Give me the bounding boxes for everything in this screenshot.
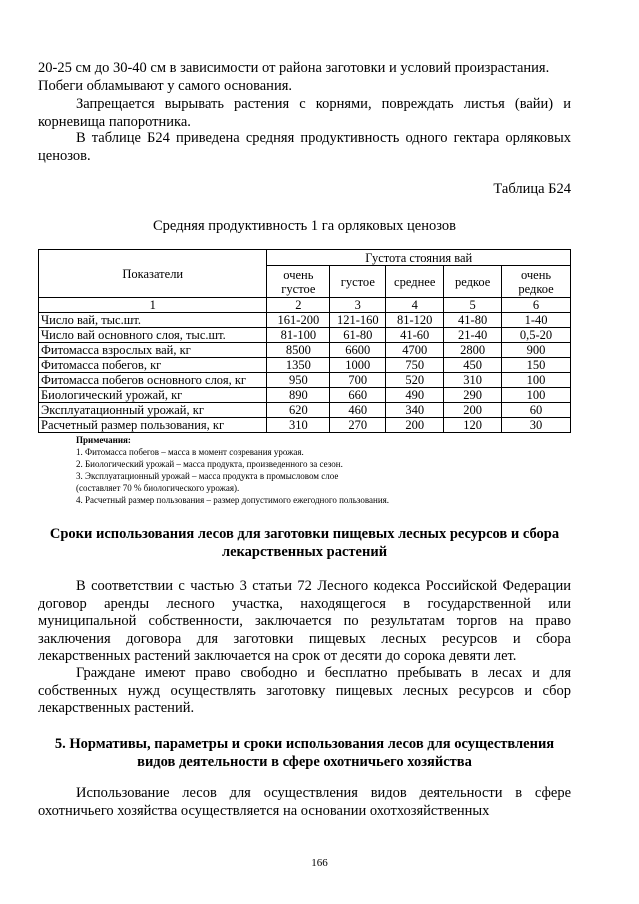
intro-paragraph-2: Запрещается вырывать растения с корнями, повреждать листья (вайи) и корневища папоротника.: [38, 96, 571, 130]
row-label: Число вай основного слоя, тыс.шт.: [39, 328, 267, 343]
section1-paragraph-1: В соответствии с частью 3 статьи 72 Лесного кодекса Российской Федерации договор аренды лесного участка, находящегося в государственной или муниципальной собственности, заключается по результатам торгов на право заключения договора для заготовки пищевых лесных ресурсов и сбора лекарственных растений заключается на срок от десяти до сорока девяти лет.: [38, 578, 571, 664]
column-header: очень густое: [267, 266, 330, 298]
table-cell: 270: [330, 418, 386, 433]
table-cell: 121-160: [330, 313, 386, 328]
table-cell: 21-40: [444, 328, 502, 343]
productivity-table: [38, 249, 571, 433]
section-heading-hunting: 5. Нормативы, параметры и сроки использования лесов для осуществления видов деятельности в сфере охотничьего хозяйства: [54, 736, 555, 770]
table-cell: 2800: [444, 343, 502, 358]
table-row: [39, 403, 571, 418]
intro-line-2: Побеги обламывают у самого основания.: [38, 78, 292, 94]
row-label: Фитомасса побегов, кг: [39, 358, 267, 373]
table-notes: [76, 434, 389, 506]
table-cell: 200: [386, 418, 444, 433]
table-row: [39, 373, 571, 388]
column-number: 5: [444, 298, 502, 313]
table-row: [39, 388, 571, 403]
table-cell: 1000: [330, 358, 386, 373]
row-label: Число вай, тыс.шт.: [39, 313, 267, 328]
table-row: [39, 418, 571, 433]
note-item: 4. Расчетный размер пользования – размер допустимого ежегодного пользования.: [76, 495, 390, 505]
table-title: Средняя продуктивность 1 га орляковых ценозов: [153, 218, 456, 234]
table-body: [39, 313, 571, 433]
table-cell: 4700: [386, 343, 444, 358]
section-heading-harvest-terms: Сроки использования лесов для заготовки пищевых лесных ресурсов и сбора лекарственных растений: [49, 526, 560, 560]
numbering-row: [39, 298, 571, 313]
table-cell: 41-60: [386, 328, 444, 343]
table-cell: 81-100: [267, 328, 330, 343]
column-number: 4: [386, 298, 444, 313]
table-cell: 660: [330, 388, 386, 403]
table-cell: 8500: [267, 343, 330, 358]
table-row: [39, 313, 571, 328]
table-cell: 310: [444, 373, 502, 388]
table-cell: 200: [444, 403, 502, 418]
table-cell: 700: [330, 373, 386, 388]
column-header: очень редкое: [502, 266, 571, 298]
note-item: 1. Фитомасса побегов – масса в момент созревания урожая.: [76, 447, 304, 457]
table-cell: 290: [444, 388, 502, 403]
table-cell: 0,5-20: [502, 328, 571, 343]
table-cell: 1-40: [502, 313, 571, 328]
table-cell: 950: [267, 373, 330, 388]
row-label: Эксплуатационный урожай, кг: [39, 403, 267, 418]
table-cell: 100: [502, 388, 571, 403]
note-item: 2. Биологический урожай – масса продукта, произведенного за сезон.: [76, 459, 343, 469]
table-cell: 30: [502, 418, 571, 433]
column-number: 6: [502, 298, 571, 313]
row-label: Фитомасса побегов основного слоя, кг: [39, 373, 267, 388]
section2-paragraph-1: Использование лесов для осуществления видов деятельности в сфере охотничьего хозяйства осуществляется на основании охотхозяйственных: [38, 785, 571, 819]
indicator-header: Показатели: [39, 250, 267, 298]
table-cell: 6600: [330, 343, 386, 358]
density-group-header: Густота стояния вай: [267, 250, 571, 266]
table-cell: 890: [267, 388, 330, 403]
column-header: редкое: [444, 266, 502, 298]
page-number: 166: [311, 857, 328, 869]
column-header: густое: [330, 266, 386, 298]
table-cell: 60: [502, 403, 571, 418]
intro-line-1: 20-25 см до 30-40 см в зависимости от района заготовки и условий произрастания.: [38, 60, 550, 76]
note-item: 3. Эксплуатационный урожай – масса продукта в промысловом слое: [76, 471, 339, 481]
table-cell: 460: [330, 403, 386, 418]
table-cell: 120: [444, 418, 502, 433]
column-number: 1: [39, 298, 267, 313]
table-cell: 61-80: [330, 328, 386, 343]
table-cell: 490: [386, 388, 444, 403]
table-cell: 1350: [267, 358, 330, 373]
table-label: Таблица Б24: [493, 181, 571, 197]
note-item: (составляет 70 % биологического урожая).: [76, 483, 240, 493]
table-cell: 310: [267, 418, 330, 433]
table-row: [39, 328, 571, 343]
table-cell: 150: [502, 358, 571, 373]
section1-paragraph-2: Граждане имеют право свободно и бесплатно пребывать в лесах и для собственных нужд осуществлять заготовку пищевых лесных ресурсов и сбор лекарственных растений.: [38, 665, 571, 716]
table-row: [39, 343, 571, 358]
table-cell: 100: [502, 373, 571, 388]
table-cell: 450: [444, 358, 502, 373]
row-label: Расчетный размер пользования, кг: [39, 418, 267, 433]
column-number: 2: [267, 298, 330, 313]
table-cell: 900: [502, 343, 571, 358]
intro-paragraph-3: В таблице Б24 приведена средняя продуктивность одного гектара орляковых ценозов.: [38, 130, 571, 164]
table-cell: 41-80: [444, 313, 502, 328]
table-cell: 520: [386, 373, 444, 388]
table-cell: 620: [267, 403, 330, 418]
table-row: [39, 358, 571, 373]
row-label: Биологический урожай, кг: [39, 388, 267, 403]
column-header: среднее: [386, 266, 444, 298]
table-cell: 161-200: [267, 313, 330, 328]
notes-title: Примечания:: [76, 435, 131, 445]
table-cell: 81-120: [386, 313, 444, 328]
column-number: 3: [330, 298, 386, 313]
table-cell: 750: [386, 358, 444, 373]
row-label: Фитомасса взрослых вай, кг: [39, 343, 267, 358]
table-cell: 340: [386, 403, 444, 418]
